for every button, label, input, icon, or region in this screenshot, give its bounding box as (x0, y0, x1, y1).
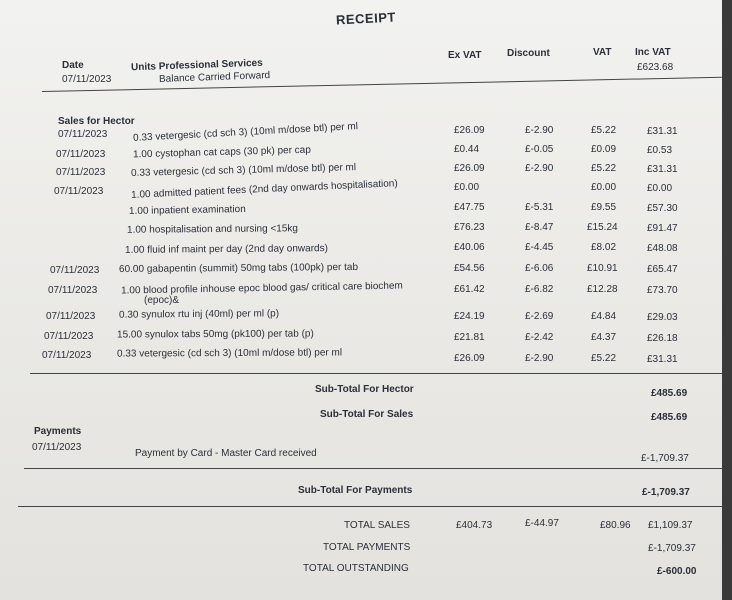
total-payments-value: £-1,709.37 (648, 543, 696, 554)
line-vat: £5.22 (591, 353, 617, 364)
line-vat: £0.00 (591, 182, 617, 193)
line-vat: £8.02 (591, 242, 617, 253)
line-inc-vat: £29.03 (647, 312, 678, 323)
line-ex-vat: £47.75 (454, 202, 485, 213)
line-ex-vat: £24.19 (454, 311, 485, 322)
line-vat: £9.55 (591, 202, 617, 213)
line-date: 07/11/2023 (56, 167, 106, 178)
line-discount: £-4.45 (525, 242, 554, 253)
line-description: 0.33 vetergesic (cd sch 3) (10ml m/dose btl) per ml (130, 162, 357, 179)
line-discount: £-6.06 (525, 263, 554, 274)
line-ex-vat: £0.00 (454, 182, 480, 193)
balance-date: 07/11/2023 (62, 74, 112, 85)
line-inc-vat: £0.00 (647, 183, 673, 194)
line-date: 07/11/2023 (56, 149, 106, 160)
vat-header: VAT (593, 47, 612, 58)
subtotal-hector-value: £485.69 (651, 388, 688, 399)
total-sales-discount: £-44.97 (525, 518, 559, 529)
units-services-header: Units Professional Services (130, 57, 263, 74)
line-description: 1.00 fluid inf maint per day (2nd day onwards) (124, 243, 328, 256)
payments-divider (24, 468, 722, 469)
line-description: 0.30 synulox rtu inj (40ml) per ml (p) (118, 308, 280, 321)
line-discount: £-2.90 (525, 125, 554, 136)
date-header: Date (62, 60, 84, 71)
line-description: 15.00 synulox tabs 50mg (pk100) per tab (p) (116, 328, 314, 341)
line-description: 60.00 gabapentin (summit) 50mg tabs (100pk) per tab (118, 261, 359, 276)
line-description: 1.00 cystophan cat caps (30 pk) per cap (132, 144, 312, 161)
line-date: 07/11/2023 (46, 311, 96, 322)
line-inc-vat: £48.08 (647, 243, 678, 254)
line-inc-vat: £31.31 (647, 164, 678, 175)
payments-heading: Payments (34, 426, 82, 437)
balance-inc-vat: £623.68 (637, 62, 674, 73)
totals-divider (18, 506, 722, 507)
line-discount: £-2.90 (525, 353, 554, 364)
line-inc-vat: £65.47 (647, 264, 678, 275)
inc-vat-header: Inc VAT (635, 47, 671, 58)
line-ex-vat: £54.56 (454, 263, 485, 274)
subtotal-sales-value: £485.69 (651, 412, 688, 423)
line-ex-vat: £26.09 (454, 353, 485, 364)
line-date: 07/11/2023 (58, 129, 108, 140)
line-ex-vat: £26.09 (454, 163, 485, 174)
line-discount: £-5.31 (525, 202, 554, 213)
line-discount: £-2.90 (525, 163, 554, 174)
line-vat: £0.09 (591, 144, 617, 155)
line-inc-vat: £57.30 (647, 203, 678, 214)
line-vat: £4.84 (591, 311, 617, 322)
payment-value: £-1,709.37 (641, 453, 689, 464)
total-sales-vat: £80.96 (600, 520, 631, 531)
subtotal-hector-label: Sub-Total For Hector (315, 384, 414, 395)
sales-divider (30, 373, 722, 374)
line-vat: £10.91 (587, 263, 618, 274)
line-description: 0.33 vetergesic (cd sch 3) (10ml m/dose btl) per ml (116, 347, 343, 360)
total-sales-inc: £1,109.37 (648, 520, 693, 531)
line-vat: £12.28 (587, 284, 618, 295)
line-discount: £-8.47 (525, 222, 554, 233)
line-ex-vat: £26.09 (454, 125, 485, 136)
receipt-title: RECEIPT (335, 9, 397, 28)
discount-header: Discount (507, 48, 550, 59)
payment-description: Payment by Card - Master Card received (135, 448, 317, 459)
line-inc-vat: £0.53 (647, 145, 673, 156)
total-outstanding-value: £-600.00 (657, 566, 697, 577)
subtotal-payments-value: £-1,709.37 (642, 487, 690, 498)
line-description-cont: (epoc)& (144, 295, 180, 306)
subtotal-sales-label: Sub-Total For Sales (320, 409, 414, 420)
line-description: 1.00 inpatient examination (128, 203, 246, 218)
line-vat: £5.22 (591, 163, 617, 174)
line-inc-vat: £91.47 (647, 223, 678, 234)
line-date: 07/11/2023 (54, 186, 104, 197)
line-vat: £15.24 (587, 222, 618, 233)
line-ex-vat: £0.44 (454, 144, 480, 155)
sales-heading: Sales for Hector (58, 116, 135, 127)
ex-vat-header: Ex VAT (448, 50, 482, 61)
line-vat: £5.22 (591, 125, 617, 136)
line-date: 07/11/2023 (50, 265, 100, 276)
line-date: 07/11/2023 (48, 285, 98, 296)
line-description: 1.00 blood profile inhouse epoc blood gas/ critical care biochem (120, 280, 403, 297)
line-date: 07/11/2023 (42, 350, 92, 361)
line-description: 0.33 vetergesic (cd sch 3) (10ml m/dose btl) per ml (132, 121, 359, 144)
line-description: 1.00 admitted patient fees (2nd day onwards hospitalisation) (130, 178, 398, 201)
line-discount: £-6.82 (525, 284, 554, 295)
total-outstanding-label: TOTAL OUTSTANDING (303, 563, 409, 574)
total-sales-ex: £404.73 (456, 520, 493, 531)
header-divider (42, 77, 722, 93)
line-ex-vat: £21.81 (454, 332, 485, 343)
line-discount: £-2.42 (525, 332, 554, 343)
line-description: 1.00 hospitalisation and nursing <15kg (126, 223, 299, 236)
line-discount: £-2.69 (525, 311, 554, 322)
line-ex-vat: £61.42 (454, 284, 485, 295)
line-inc-vat: £31.31 (647, 354, 678, 365)
line-inc-vat: £26.18 (647, 333, 678, 344)
line-ex-vat: £40.06 (454, 242, 485, 253)
total-payments-label: TOTAL PAYMENTS (323, 542, 411, 553)
balance-label: Balance Carried Forward (158, 70, 271, 85)
subtotal-payments-label: Sub-Total For Payments (298, 485, 413, 496)
line-date: 07/11/2023 (44, 331, 94, 342)
line-vat: £4.37 (591, 332, 617, 343)
line-discount: £-0.05 (525, 144, 554, 155)
line-inc-vat: £31.31 (647, 126, 678, 137)
payment-date: 07/11/2023 (32, 442, 82, 453)
line-ex-vat: £76.23 (454, 222, 485, 233)
total-sales-label: TOTAL SALES (344, 520, 410, 531)
line-inc-vat: £73.70 (647, 285, 678, 296)
